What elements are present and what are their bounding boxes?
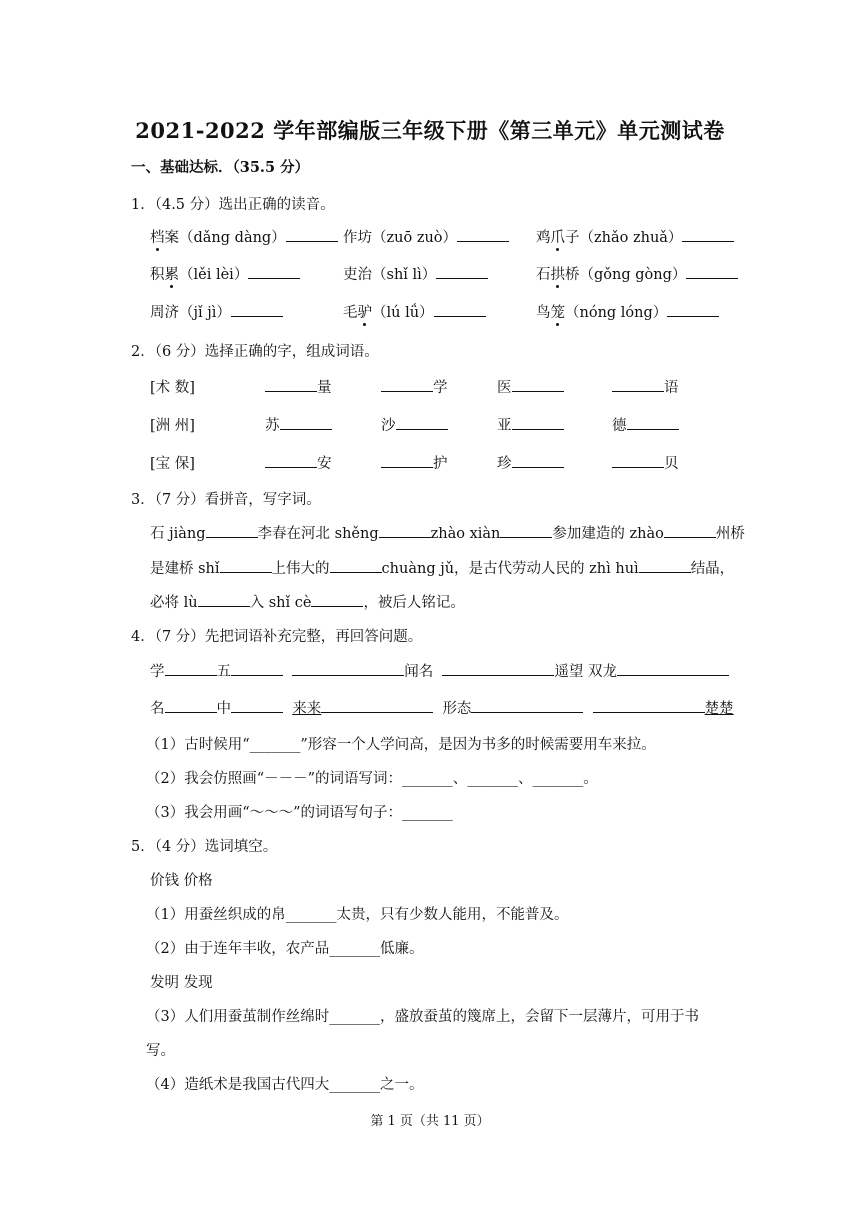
question-4: 4．（7 分）先把词语补充完整，再回答问题。 xyxy=(131,629,423,645)
q2-blank-1a: 量 xyxy=(265,376,332,397)
question-2: 2．（6 分）选择正确的字，组成词语。 xyxy=(131,344,379,360)
q1-item-5: 吏治（shǐ lì） xyxy=(343,263,488,284)
q2-blank-3d: 贝 xyxy=(612,452,679,473)
q2-blank-2c: 亚 xyxy=(497,414,564,435)
page-title: 2021-2022 学年部编版三年级下册《第三单元》单元测试卷 xyxy=(135,118,725,143)
q4-row-2: 名 中 来来 形态 楚楚 xyxy=(150,697,734,718)
q5-sub-3: （3）人们用蚕茧制作丝绵时_______，盛放蚕茧的篾席上，会留下一层薄片，可用于书 xyxy=(146,1009,699,1025)
q3-line-3: 必将 lù 入 shǐ cè ，被后人铭记。 xyxy=(150,591,465,612)
question-5: 5．（4 分）选词填空。 xyxy=(131,839,278,855)
q2-blank-2b: 沙 xyxy=(381,414,448,435)
q1-item-2: 作坊（zuō zuò） xyxy=(343,226,509,247)
q5-sub-3-cont: 写。 xyxy=(146,1043,175,1059)
q3-line-1: 石 jiàng 李春在河北 shěng zhào xiàn 参加建造的 zhào 州桥 xyxy=(150,522,745,543)
q2-blank-1d: 语 xyxy=(612,376,679,397)
q2-blank-3b: 护 xyxy=(381,452,448,473)
q1-item-7: 周济（jǐ jì） xyxy=(150,301,283,322)
section-heading: 一、基础达标．（35.5 分） xyxy=(131,159,310,176)
q2-blank-1c: 医 xyxy=(497,376,564,397)
q1-item-3: 鸡爪子（zhǎo zhuǎ） xyxy=(536,226,734,247)
q2-blank-1b: 学 xyxy=(381,376,448,397)
q1-item-6: 石拱桥（gǒng gòng） xyxy=(536,263,738,284)
q1-item-1: 档案（dǎng dàng） xyxy=(150,226,338,247)
q1-item-9: 鸟笼（nóng lóng） xyxy=(536,301,719,322)
q1-item-4: 积累（lěi lèi） xyxy=(150,263,300,284)
q4-row-1: 学 五 闻名 遥望 双龙 xyxy=(150,660,729,681)
q1-item-8: 毛驴（lú lǘ） xyxy=(343,301,486,322)
q5-sub-2: （2）由于连年丰收，农产品_______低廉。 xyxy=(146,941,424,957)
q2-blank-2a: 苏 xyxy=(265,414,332,435)
q5-words-2: 发明 发现 xyxy=(150,975,213,991)
q2-blank-3c: 珍 xyxy=(497,452,564,473)
q2-blank-2d: 德 xyxy=(612,414,679,435)
q2-options-2: [洲 州] xyxy=(150,418,195,434)
question-3: 3．（7 分）看拼音，写字词。 xyxy=(131,492,321,508)
q3-line-2: 是建桥 shǐ 上伟大的 chuàng jǔ，是古代劳动人民的 zhì huì 结晶， xyxy=(150,557,734,578)
q2-blank-3a: 安 xyxy=(265,452,332,473)
q5-sub-4: （4）造纸术是我国古代四大_______之一。 xyxy=(146,1077,424,1093)
q4-sub-2: （2）我会仿照画“－－－”的词语写词：_______、_______、_______。 xyxy=(146,771,598,787)
q2-options-1: [术 数] xyxy=(150,380,195,396)
q4-sub-3: （3）我会用画“～～～”的词语写句子：_______ xyxy=(146,805,453,821)
page-footer: 第 1 页（共 11 页） xyxy=(370,1114,490,1129)
q5-words-1: 价钱 价格 xyxy=(150,873,213,889)
question-1: 1．（4.5 分）选出正确的读音。 xyxy=(131,197,335,213)
q5-sub-1: （1）用蚕丝织成的帛_______太贵，只有少数人能用，不能普及。 xyxy=(146,907,569,923)
q4-sub-1: （1）古时候用“_______”形容一个人学问高，是因为书多的时候需要用车来拉。 xyxy=(146,737,656,753)
q2-options-3: [宝 保] xyxy=(150,456,195,472)
